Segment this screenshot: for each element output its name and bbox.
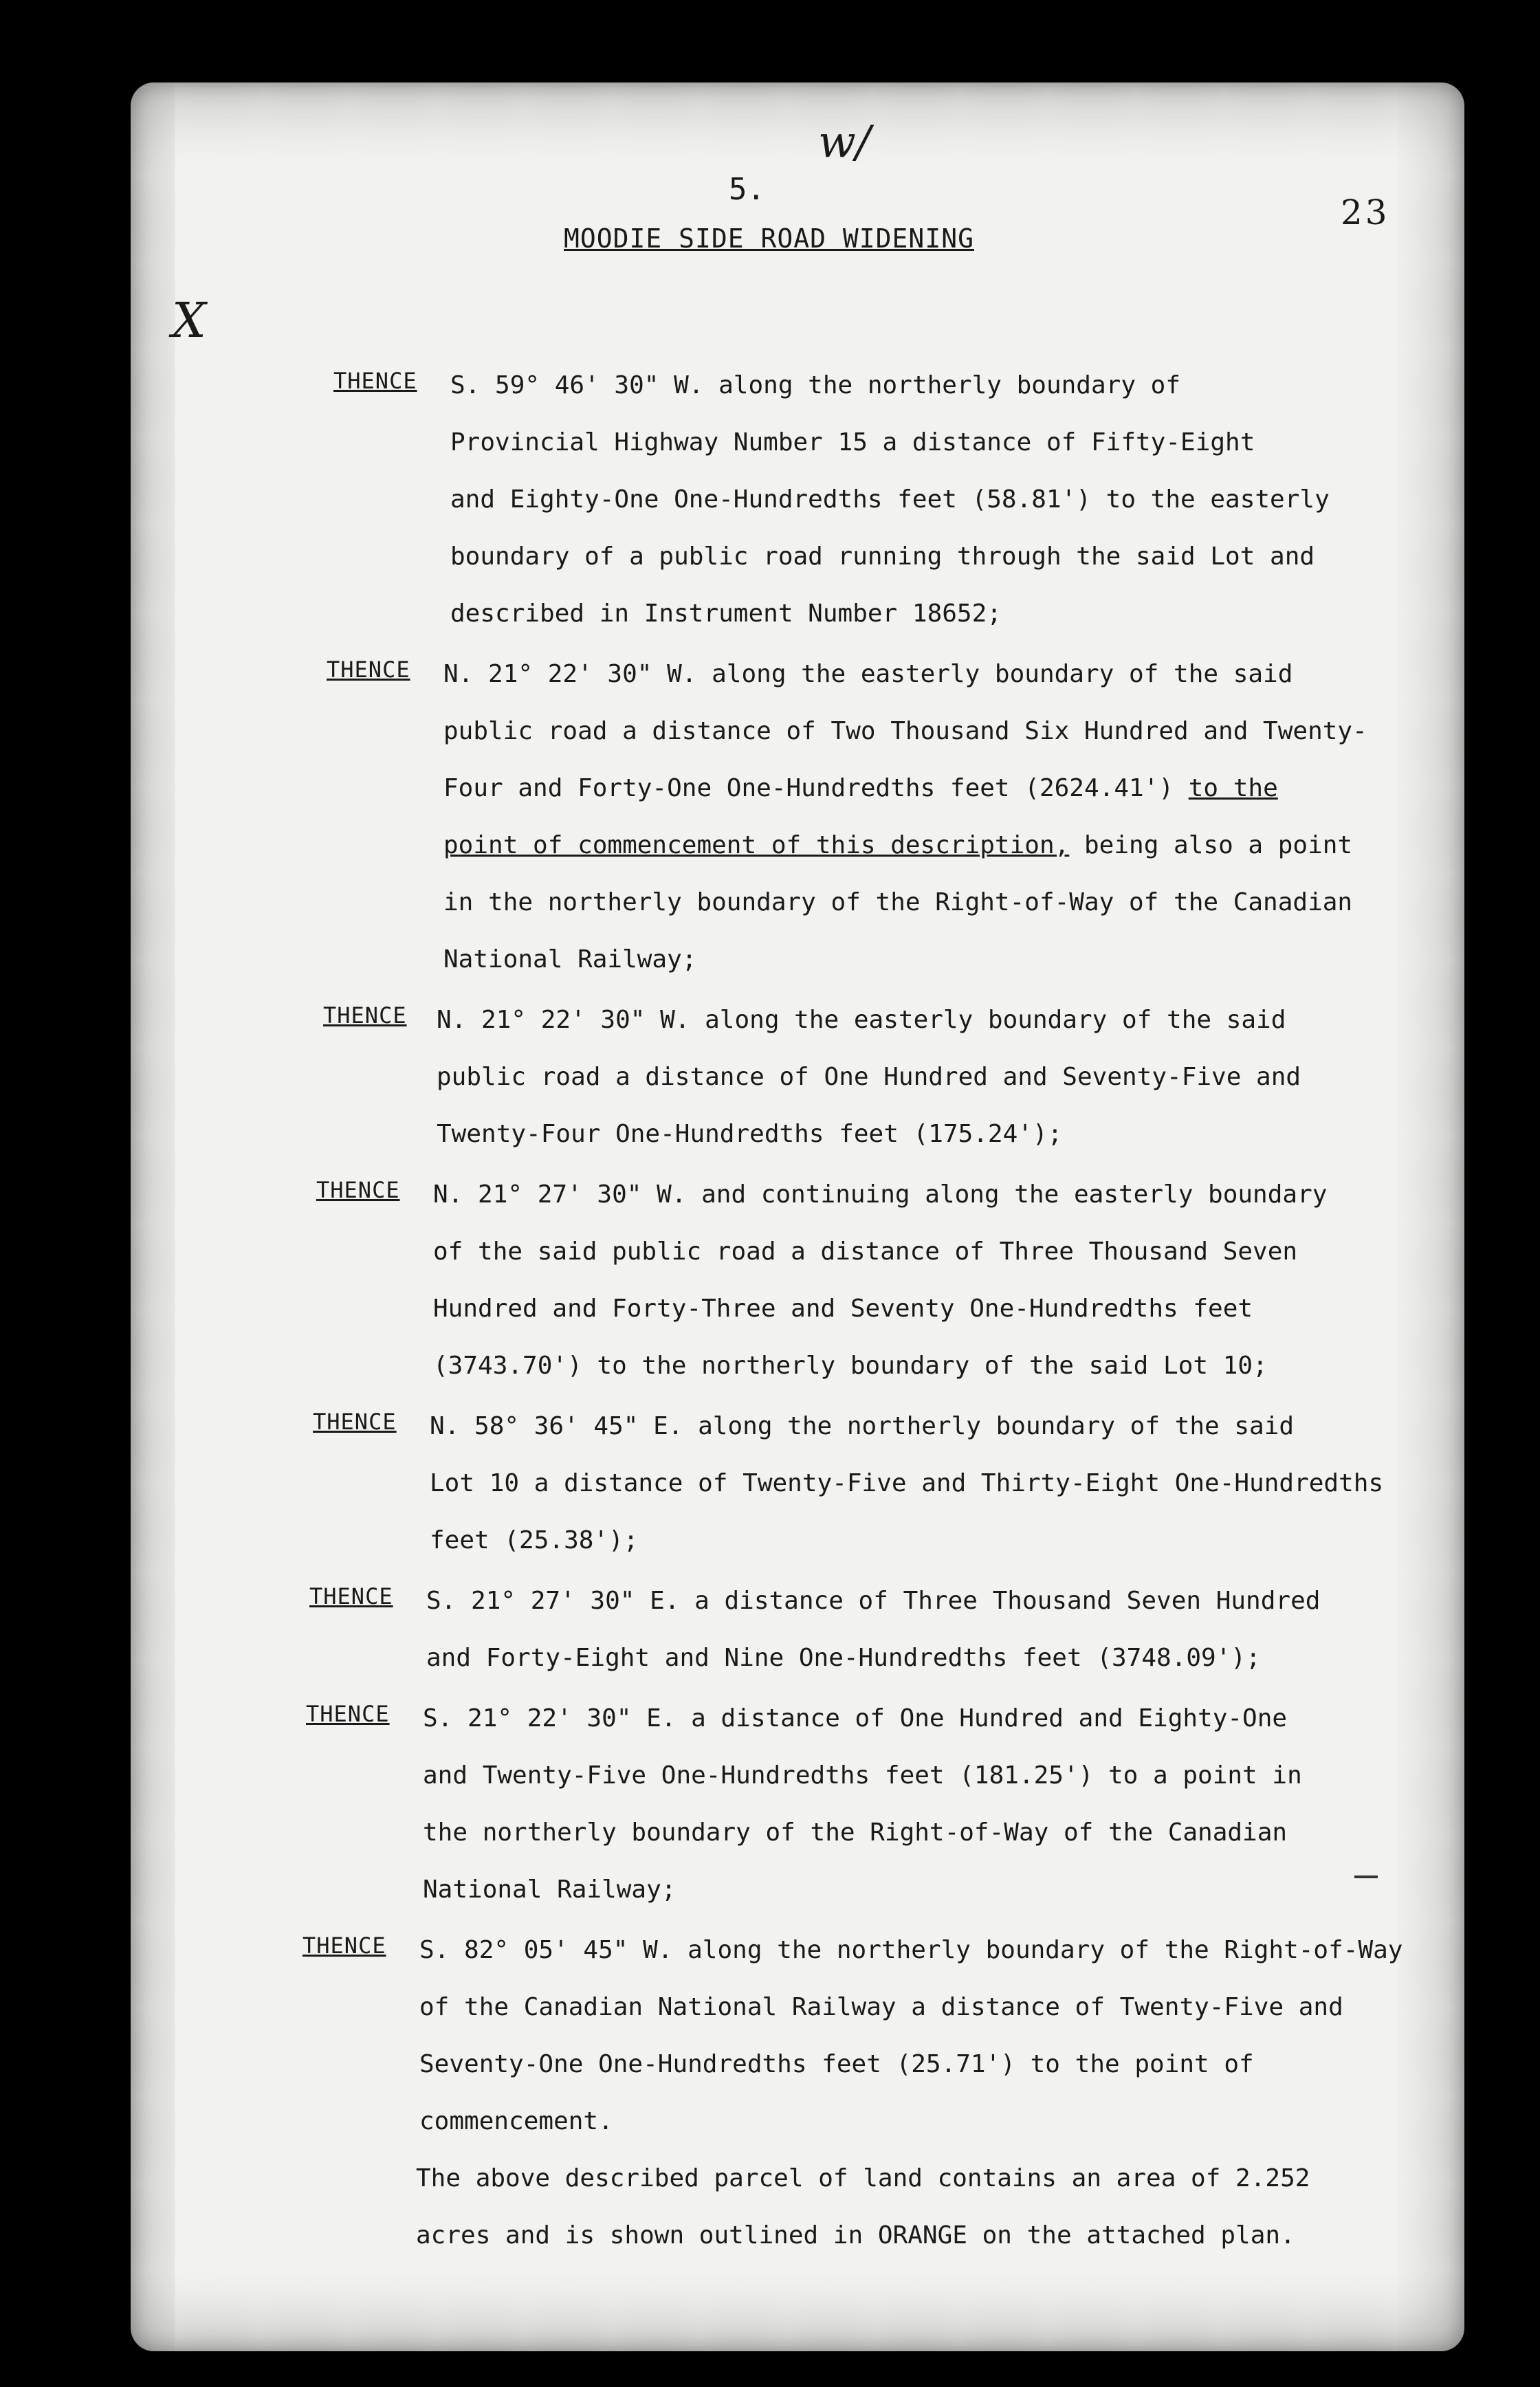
course-line: N. 21° 22' 30" W. along the easterly boundary of the said (443, 660, 1293, 688)
course-label: THENCE (333, 368, 417, 394)
course-line: Seventy-One One-Hundredths feet (25.71') to the point of (419, 2050, 1254, 2078)
document-page (131, 82, 1464, 2351)
course-line-text: Four and Forty-One One-Hundredths feet (2624.41') (443, 774, 1174, 802)
closing-line: The above described parcel of land contains an area of 2.252 (416, 2164, 1310, 2192)
course-line: public road a distance of Two Thousand Six Hundred and Twenty- (443, 717, 1367, 745)
course-label: THENCE (302, 1933, 386, 1959)
course-line: the northerly boundary of the Right-of-Way of the Canadian (423, 1818, 1288, 1847)
margin-check-mark: X (172, 292, 206, 349)
course-line: and Forty-Eight and Nine One-Hundredths feet (3748.09'); (426, 1644, 1261, 1672)
course-line: N. 58° 36' 45" E. along the northerly boundary of the said (430, 1412, 1295, 1440)
course-label: THENCE (323, 1002, 407, 1028)
course-line: and Twenty-Five One-Hundredths feet (181.25') to a point in (423, 1761, 1302, 1790)
underlined-text: point of commencement of this description, (443, 831, 1070, 859)
course-line: Lot 10 a distance of Twenty-Five and Thirty-Eight One-Hundredths (430, 1469, 1384, 1497)
course-line: in the northerly boundary of the Right-of-Way of the Canadian (443, 888, 1353, 916)
course-line: N. 21° 27' 30" W. and continuing along the easterly boundary (433, 1180, 1328, 1209)
course-line (443, 831, 1352, 859)
course-line-text: being also a point (1084, 831, 1353, 859)
handwritten-initials: w/ (818, 117, 871, 168)
course-label: THENCE (327, 657, 410, 683)
course-line: S. 82° 05' 45" W. along the northerly boundary of the Right-of-Way (419, 1936, 1403, 1964)
course-line: National Railway; (443, 945, 697, 974)
course-label: THENCE (309, 1583, 393, 1609)
course-line: National Railway; (423, 1876, 676, 1904)
course-line: S. 21° 22' 30" E. a distance of One Hundred and Eighty-One (423, 1704, 1288, 1732)
course-line: public road a distance of One Hundred and Seventy-Five and (437, 1063, 1301, 1091)
course-line: commencement. (419, 2107, 613, 2135)
course-label: THENCE (306, 1701, 390, 1727)
document-title: MOODIE SIDE ROAD WIDENING (564, 223, 974, 254)
closing-line: acres and is shown outlined in ORANGE on the attached plan. (416, 2221, 1295, 2250)
course-label: THENCE (313, 1409, 397, 1435)
course-line: boundary of a public road running through the said Lot and (450, 542, 1315, 571)
course-line: feet (25.38'); (430, 1526, 639, 1554)
course-line: (3743.70') to the northerly boundary of the said Lot 10; (433, 1352, 1268, 1380)
course-line: N. 21° 22' 30" W. along the easterly boundary of the said (437, 1006, 1286, 1034)
course-line: Provincial Highway Number 15 a distance of Fifty-Eight (450, 428, 1255, 456)
course-line: S. 21° 27' 30" E. a distance of Three Thousand Seven Hundred (426, 1587, 1321, 1615)
course-line (443, 774, 1278, 802)
margin-dash (1354, 1876, 1378, 1878)
course-line: S. 59° 46' 30" W. along the northerly boundary of (450, 371, 1181, 399)
course-line: Hundred and Forty-Three and Seventy One-Hundredths feet (433, 1295, 1253, 1323)
folio-number: 23 (1341, 192, 1390, 232)
course-line: Twenty-Four One-Hundredths feet (175.24'); (437, 1120, 1063, 1148)
course-line: and Eighty-One One-Hundredths feet (58.81') to the easterly (450, 485, 1330, 514)
page-number: 5. (729, 172, 765, 207)
underlined-text: to the (1188, 774, 1278, 802)
course-line: described in Instrument Number 18652; (450, 600, 1002, 628)
course-line: of the said public road a distance of Three Thousand Seven (433, 1238, 1298, 1266)
course-line: of the Canadian National Railway a distance of Twenty-Five and (419, 1993, 1343, 2021)
course-label: THENCE (316, 1177, 400, 1203)
